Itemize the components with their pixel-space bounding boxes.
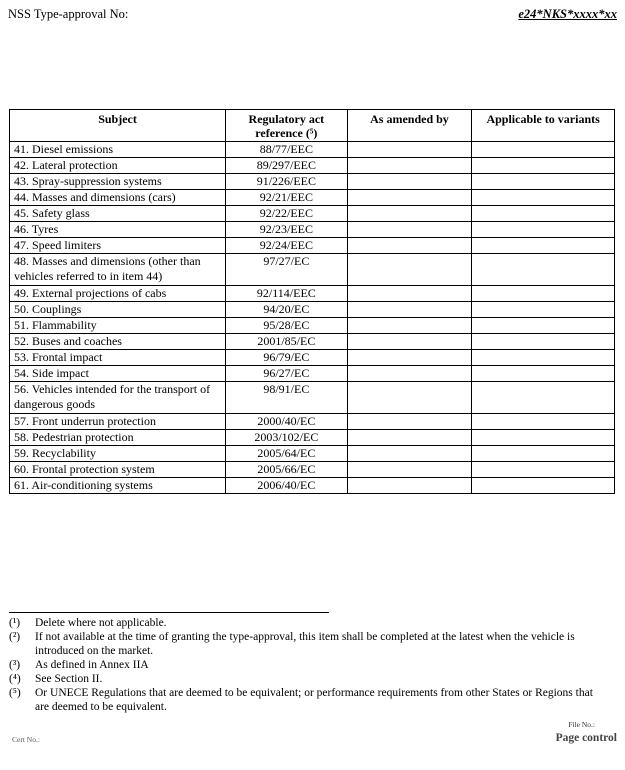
table-row	[10, 142, 615, 158]
footnote	[9, 630, 609, 658]
table-row	[10, 462, 615, 478]
subject-cell: 59. Recyclability	[10, 446, 226, 462]
regulatory-act-cell: 92/24/EEC	[226, 238, 348, 254]
subject-cell: 44. Masses and dimensions (cars)	[10, 190, 226, 206]
amended-by-cell	[347, 254, 472, 286]
amended-by-cell	[347, 174, 472, 190]
subject-cell: 52. Buses and coaches	[10, 334, 226, 350]
cert-no-label: Cert No.:	[12, 735, 40, 744]
subject-cell: 50. Couplings	[10, 302, 226, 318]
regulatory-act-cell: 92/21/EEC	[226, 190, 348, 206]
applicable-variants-cell	[472, 302, 615, 318]
regulatory-act-cell: 92/22/EEC	[226, 206, 348, 222]
column-header-subject: Subject	[10, 110, 226, 142]
amended-by-cell	[347, 430, 472, 446]
regulatory-act-cell: 89/297/EEC	[226, 158, 348, 174]
type-approval-label: NSS Type-approval No:	[8, 7, 129, 21]
applicable-variants-cell	[472, 254, 615, 286]
regulatory-act-cell: 94/20/EC	[226, 302, 348, 318]
regulatory-act-cell: 88/77/EEC	[226, 142, 348, 158]
table-row	[10, 158, 615, 174]
subject-cell: 48. Masses and dimensions (other than vehicles referred to in item 44)	[10, 254, 226, 286]
footnote-mark: (⁴)	[9, 673, 21, 685]
footnote-mark: (¹)	[9, 617, 21, 629]
table-row	[10, 238, 615, 254]
subject-cell: 58. Pedestrian protection	[10, 430, 226, 446]
regulatory-act-cell: 2006/40/EC	[226, 478, 348, 494]
applicable-variants-cell	[472, 318, 615, 334]
applicable-variants-cell	[472, 206, 615, 222]
applicable-variants-cell	[472, 334, 615, 350]
footnote-text: As defined in Annex IIA	[35, 659, 149, 671]
footnote	[9, 672, 609, 686]
table-row	[10, 414, 615, 430]
table-row	[10, 190, 615, 206]
subject-cell: 57. Front underrun protection	[10, 414, 226, 430]
amended-by-cell	[347, 462, 472, 478]
subject-cell: 46. Tyres	[10, 222, 226, 238]
regulatory-act-cell: 2005/64/EC	[226, 446, 348, 462]
subject-cell: 60. Frontal protection system	[10, 462, 226, 478]
regulatory-act-cell: 2001/85/EC	[226, 334, 348, 350]
amended-by-cell	[347, 414, 472, 430]
amended-by-cell	[347, 446, 472, 462]
regulatory-act-cell: 91/226/EEC	[226, 174, 348, 190]
applicable-variants-cell	[472, 478, 615, 494]
applicable-variants-cell	[472, 190, 615, 206]
subject-cell: 42. Lateral protection	[10, 158, 226, 174]
file-no-label: File No.:	[568, 720, 595, 729]
regulatory-act-cell: 2005/66/EC	[226, 462, 348, 478]
table-row	[10, 366, 615, 382]
regulatory-act-cell: 96/27/EC	[226, 366, 348, 382]
regulatory-act-cell: 97/27/EC	[226, 254, 348, 286]
page-control-label: Page control	[555, 732, 617, 744]
column-header-applicable-variants: Applicable to variants	[472, 110, 615, 142]
applicable-variants-cell	[472, 142, 615, 158]
subject-cell: 49. External projections of cabs	[10, 286, 226, 302]
table-row	[10, 478, 615, 494]
subject-cell: 41. Diesel emissions	[10, 142, 226, 158]
subject-cell: 54. Side impact	[10, 366, 226, 382]
table-row	[10, 382, 615, 414]
table-row	[10, 350, 615, 366]
footnote-text: See Section II.	[35, 673, 103, 685]
subject-cell: 47. Speed limiters	[10, 238, 226, 254]
regulatory-act-cell: 96/79/EC	[226, 350, 348, 366]
applicable-variants-cell	[472, 446, 615, 462]
subject-cell: 43. Spray-suppression systems	[10, 174, 226, 190]
amended-by-cell	[347, 222, 472, 238]
table-row	[10, 174, 615, 190]
applicable-variants-cell	[472, 414, 615, 430]
applicable-variants-cell	[472, 174, 615, 190]
applicable-variants-cell	[472, 382, 615, 414]
footnote-mark: (⁵)	[9, 687, 21, 699]
amended-by-cell	[347, 158, 472, 174]
applicable-variants-cell	[472, 350, 615, 366]
amended-by-cell	[347, 206, 472, 222]
regulatory-act-cell: 98/91/EC	[226, 382, 348, 414]
subject-cell: 45. Safety glass	[10, 206, 226, 222]
table-row	[10, 318, 615, 334]
amended-by-cell	[347, 318, 472, 334]
amended-by-cell	[347, 366, 472, 382]
regulatory-act-cell: 92/23/EEC	[226, 222, 348, 238]
amended-by-cell	[347, 302, 472, 318]
column-header-amended-by: As amended by	[347, 110, 472, 142]
table-row	[10, 334, 615, 350]
amended-by-cell	[347, 350, 472, 366]
column-header-regulatory-act: Regulatory act reference (⁵)	[226, 110, 348, 142]
amended-by-cell	[347, 286, 472, 302]
table-row	[10, 286, 615, 302]
applicable-variants-cell	[472, 158, 615, 174]
regulatory-act-cell: 2003/102/EC	[226, 430, 348, 446]
approval-number: e24*NKS*xxxx*xx	[518, 7, 617, 21]
regulatory-act-cell: 2000/40/EC	[226, 414, 348, 430]
applicable-variants-cell	[472, 366, 615, 382]
subject-cell: 61. Air-conditioning systems	[10, 478, 226, 494]
table-row	[10, 206, 615, 222]
subject-cell: 51. Flammability	[10, 318, 226, 334]
amended-by-cell	[347, 334, 472, 350]
amended-by-cell	[347, 478, 472, 494]
applicable-variants-cell	[472, 430, 615, 446]
regulatory-act-cell: 92/114/EEC	[226, 286, 348, 302]
footnote-text: If not available at the time of granting the type-approval, this item shall be completed at the latest when the vehicle is introduced on the market.	[35, 631, 575, 657]
footnote-mark: (²)	[9, 631, 21, 643]
table-row	[10, 254, 615, 286]
applicable-variants-cell	[472, 286, 615, 302]
table-row	[10, 302, 615, 318]
applicable-variants-cell	[472, 462, 615, 478]
table-body	[10, 142, 615, 494]
amended-by-cell	[347, 142, 472, 158]
footnote	[9, 686, 609, 714]
subject-cell: 56. Vehicles intended for the transport of dangerous goods	[10, 382, 226, 414]
footnote-text: Delete where not applicable.	[35, 617, 167, 629]
amended-by-cell	[347, 382, 472, 414]
footnotes	[9, 616, 609, 714]
amended-by-cell	[347, 238, 472, 254]
footnote-text: Or UNECE Regulations that are deemed to be equivalent; or performance requirements from other States or Regions that are deemed to be equivalent.	[35, 687, 593, 713]
regulatory-act-cell: 95/28/EC	[226, 318, 348, 334]
subject-cell: 53. Frontal impact	[10, 350, 226, 366]
footnote	[9, 658, 609, 672]
regulatory-acts-table	[9, 109, 615, 494]
footnote-divider	[9, 612, 329, 613]
applicable-variants-cell	[472, 238, 615, 254]
table-row	[10, 446, 615, 462]
table-row	[10, 430, 615, 446]
footnote-mark: (³)	[9, 659, 21, 671]
table-header-row	[10, 110, 615, 142]
table-row	[10, 222, 615, 238]
amended-by-cell	[347, 190, 472, 206]
footnote	[9, 616, 609, 630]
applicable-variants-cell	[472, 222, 615, 238]
